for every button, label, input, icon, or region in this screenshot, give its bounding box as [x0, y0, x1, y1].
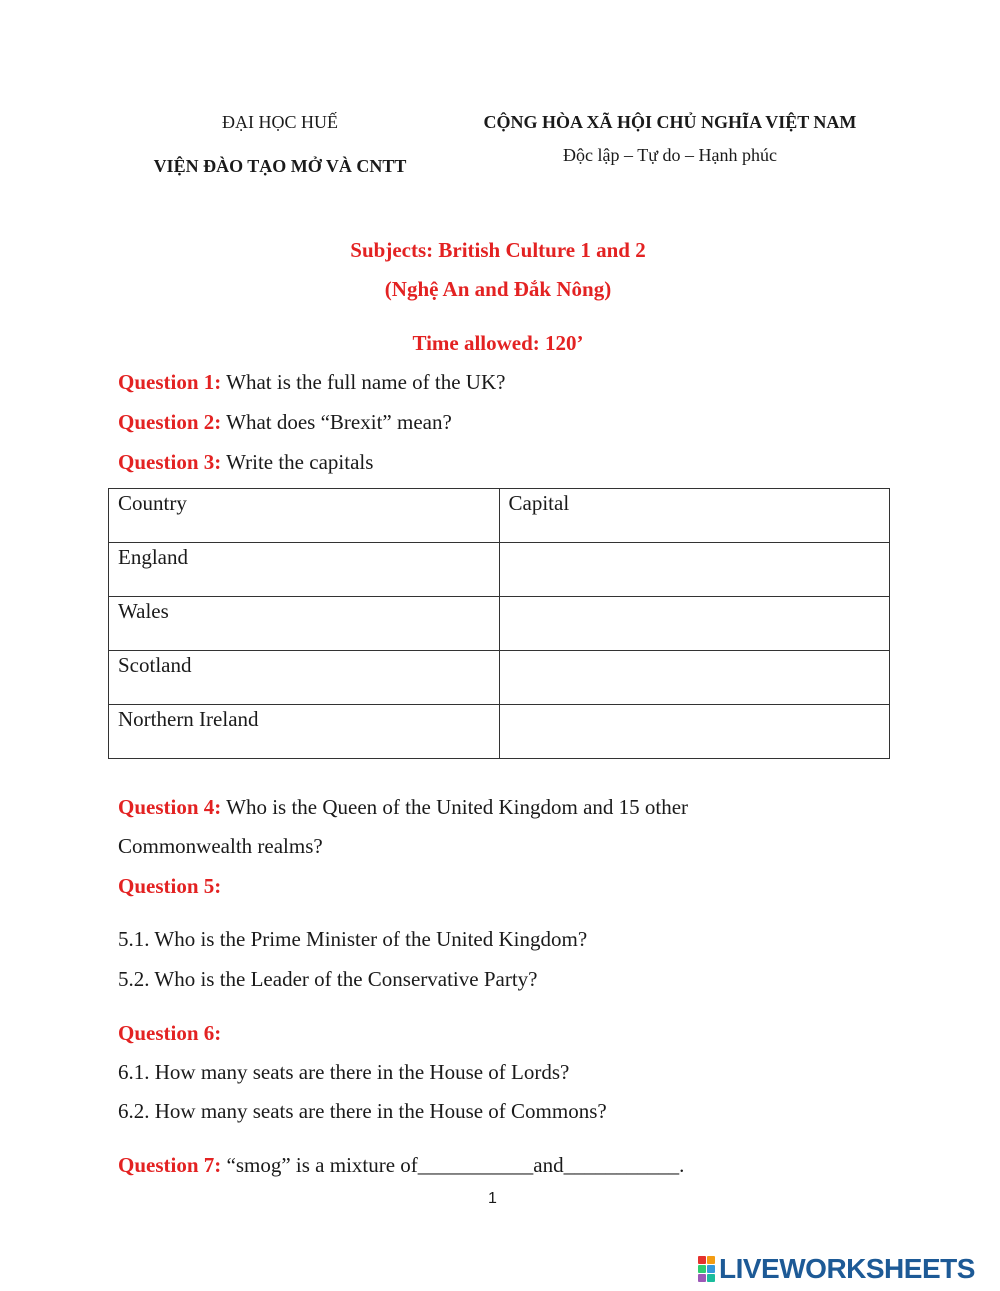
subjects-title: Subjects: British Culture 1 and 2 — [350, 238, 646, 262]
table-row — [109, 651, 890, 705]
question-text: “smog” is a mixture of___________and___________. — [221, 1153, 685, 1177]
question-5 — [118, 874, 221, 899]
question-label: Question 5: — [118, 874, 222, 898]
table-header-row — [109, 489, 890, 543]
question-label: Question 4: — [118, 795, 222, 819]
brand-tile — [698, 1274, 706, 1282]
brand-tile — [707, 1274, 715, 1282]
question-text: What does “Brexit” mean? — [221, 410, 452, 434]
time-allowed: Time allowed: 120’ — [412, 331, 584, 355]
question-text: Who is the Queen of the United Kingdom and 15 other — [221, 795, 689, 819]
capital-answer-cell[interactable] — [499, 597, 890, 651]
question-4 — [118, 795, 688, 820]
country-cell: Scotland — [109, 651, 500, 705]
header-country: Country — [109, 489, 500, 543]
table-row — [109, 597, 890, 651]
brand-name: LIVEWORKSHEETS — [719, 1253, 975, 1284]
question-6-1: 6.1. How many seats are there in the House of Lords? — [118, 1060, 570, 1084]
question-text: Write the capitals — [221, 450, 374, 474]
question-6 — [118, 1021, 221, 1046]
country-cell: Wales — [109, 597, 500, 651]
question-4-continued: Commonwealth realms? — [118, 834, 323, 858]
table-row — [109, 705, 890, 759]
country-cell: England — [109, 543, 500, 597]
header-capital: Capital — [499, 489, 890, 543]
question-7 — [118, 1153, 684, 1178]
brand-tile — [707, 1256, 715, 1264]
motto: Độc lập – Tự do – Hạnh phúc — [563, 145, 777, 165]
question-3 — [118, 450, 373, 475]
question-text: What is the full name of the UK? — [221, 370, 506, 394]
question-1 — [118, 370, 505, 395]
institute-name: VIỆN ĐÀO TẠO MỞ VÀ CNTT — [153, 156, 407, 176]
liveworksheets-logo — [698, 1252, 975, 1286]
brand-tile — [698, 1256, 706, 1264]
brand-tile — [707, 1265, 715, 1273]
question-2 — [118, 410, 452, 435]
page-number: 1 — [488, 1190, 497, 1207]
question-label: Question 6: — [118, 1021, 222, 1045]
question-label: Question 7: — [118, 1153, 222, 1177]
question-label: Question 1: — [118, 370, 222, 394]
university-name: ĐẠI HỌC HUẾ — [222, 112, 338, 132]
question-label: Question 2: — [118, 410, 222, 434]
capital-answer-cell[interactable] — [499, 705, 890, 759]
question-5-1: 5.1. Who is the Prime Minister of the United Kingdom? — [118, 927, 588, 951]
capitals-table — [108, 488, 890, 759]
table-row — [109, 543, 890, 597]
brand-tile — [698, 1265, 706, 1273]
country-cell: Northern Ireland — [109, 705, 500, 759]
locations-title: (Nghệ An and Đắk Nông) — [384, 277, 612, 301]
question-label: Question 3: — [118, 450, 222, 474]
capital-answer-cell[interactable] — [499, 543, 890, 597]
brand-mark-icon — [698, 1256, 715, 1282]
capital-answer-cell[interactable] — [499, 651, 890, 705]
question-5-2: 5.2. Who is the Leader of the Conservative Party? — [118, 967, 538, 991]
question-6-2: 6.2. How many seats are there in the House of Commons? — [118, 1099, 607, 1123]
republic-title: CỘNG HÒA XÃ HỘI CHỦ NGHĨA VIỆT NAM — [483, 112, 857, 132]
